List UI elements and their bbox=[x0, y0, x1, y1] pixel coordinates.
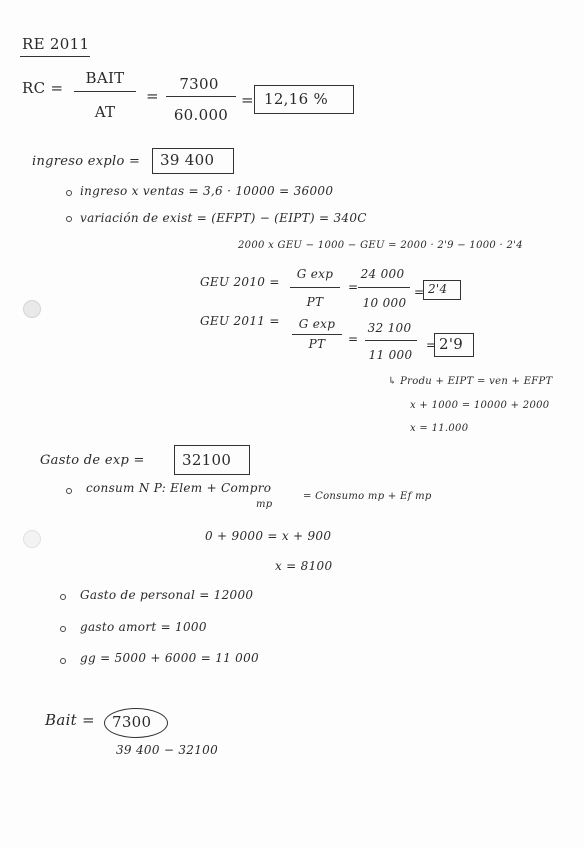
geu2010-result: 2'4 bbox=[428, 282, 448, 296]
ingreso-value: 39 400 bbox=[160, 151, 215, 169]
geu2010-label: GEU 2010 = bbox=[200, 275, 280, 289]
geu2010-fraction-bar bbox=[290, 287, 340, 288]
geu2011-equals-2: = bbox=[426, 338, 437, 352]
geu2011-fraction-bar bbox=[292, 334, 342, 335]
consumo-rhs: = Consumo mp + Ef mp bbox=[303, 491, 432, 502]
geu-equation-line: 2000 x GEU − 1000 − GEU = 2000 · 2'9 − 1000 · 2'4 bbox=[238, 240, 523, 251]
rc-value-denominator: 60.000 bbox=[173, 106, 229, 124]
geu2011-result: 2'9 bbox=[439, 335, 464, 353]
bait-calc: 39 400 − 32100 bbox=[116, 743, 219, 757]
geu2010-value-fraction-bar bbox=[358, 287, 410, 288]
consumo-equation: 0 + 9000 = x + 900 bbox=[205, 529, 332, 543]
produ-line-2: x + 1000 = 10000 + 2000 bbox=[410, 400, 550, 411]
geu2011-numerator: G exp bbox=[298, 317, 336, 331]
geu2010-denominator: PT bbox=[306, 295, 324, 309]
page-title: RE 2011 bbox=[22, 35, 90, 53]
geu2010-equals: = bbox=[348, 280, 359, 294]
rc-value-numerator: 7300 bbox=[179, 75, 219, 93]
gasto-gg-line: gg = 5000 + 6000 = 11 000 bbox=[80, 651, 259, 665]
geu2011-denominator: PT bbox=[308, 337, 326, 351]
rc-denominator: AT bbox=[94, 103, 116, 121]
geu2011-label: GEU 2011 = bbox=[200, 314, 280, 328]
rc-equals-2: = bbox=[241, 91, 254, 109]
bullet-variacion bbox=[66, 216, 72, 222]
produ-line-3: x = 11.000 bbox=[410, 423, 469, 434]
gasto-amort-line: gasto amort = 1000 bbox=[80, 620, 207, 634]
rc-lhs: RC = bbox=[22, 79, 64, 97]
title-underline bbox=[20, 56, 90, 57]
geu2010-equals-2: = bbox=[414, 285, 425, 299]
consumo-mp-sub: mp bbox=[256, 499, 273, 510]
geu2011-value-fraction-bar bbox=[365, 340, 417, 341]
binder-hole-bottom bbox=[23, 530, 41, 548]
bait-label: Bait = bbox=[45, 711, 95, 729]
geu2011-equals: = bbox=[348, 332, 359, 346]
geu2011-value-numerator: 32 100 bbox=[367, 321, 412, 335]
rc-fraction-bar bbox=[74, 91, 136, 92]
geu2010-value-numerator: 24 000 bbox=[360, 267, 405, 281]
produ-line-1: ↳ Produ + EIPT = ven + EFPT bbox=[388, 376, 553, 387]
bullet-amort bbox=[60, 626, 66, 632]
rc-equals-1: = bbox=[146, 87, 159, 105]
consumo-line: consum N P: Elem + Compro bbox=[86, 481, 272, 495]
bullet-gg bbox=[60, 658, 66, 664]
bullet-consumo bbox=[66, 488, 72, 494]
rc-value-fraction-bar bbox=[166, 96, 236, 97]
variacion-line: variación de exist = (EFPT) − (EIPT) = 340C bbox=[80, 211, 367, 225]
gasto-personal-line: Gasto de personal = 12000 bbox=[80, 588, 254, 602]
bait-value: 7300 bbox=[112, 713, 152, 731]
bullet-ventas bbox=[66, 190, 72, 196]
rc-result: 12,16 % bbox=[264, 90, 329, 108]
consumo-x-result: x = 8100 bbox=[275, 559, 333, 573]
ingreso-label: ingreso explo = bbox=[32, 154, 141, 169]
gasto-value: 32100 bbox=[182, 451, 232, 469]
geu2010-value-denominator: 10 000 bbox=[362, 296, 407, 310]
ingreso-ventas-line: ingreso x ventas = 3,6 · 10000 = 36000 bbox=[80, 184, 334, 198]
gasto-label: Gasto de exp = bbox=[40, 453, 145, 468]
binder-hole-top bbox=[23, 300, 41, 318]
geu2010-numerator: G exp bbox=[296, 267, 334, 281]
bullet-personal bbox=[60, 594, 66, 600]
rc-numerator: BAIT bbox=[85, 69, 125, 87]
geu2011-value-denominator: 11 000 bbox=[368, 348, 413, 362]
